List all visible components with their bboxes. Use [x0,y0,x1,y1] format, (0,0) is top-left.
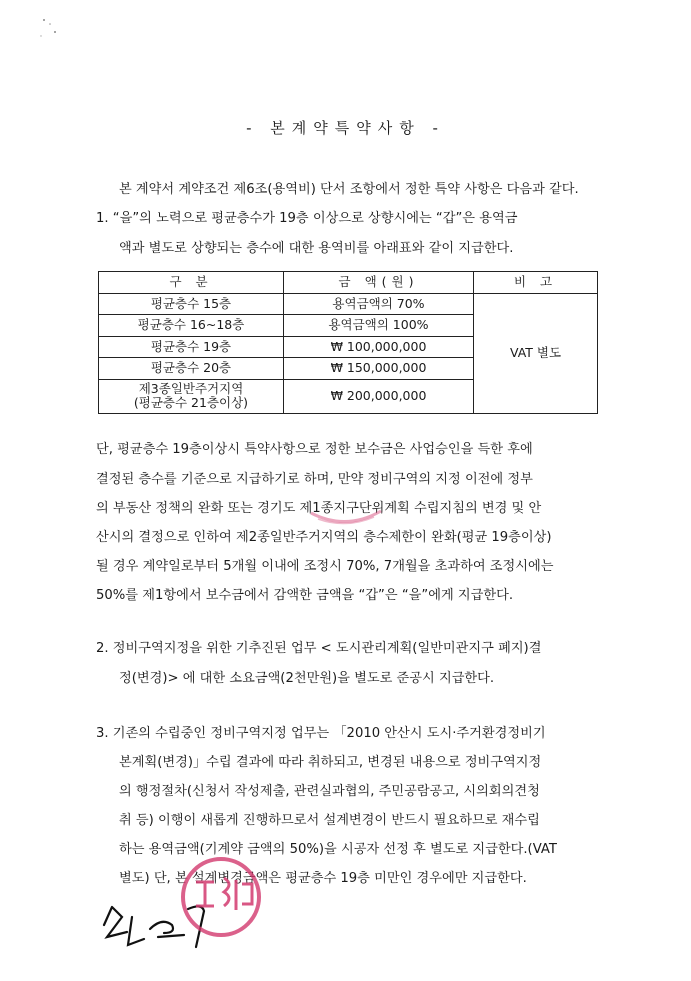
clause-1-para-line: 될 경우 계약일로부터 5개월 이내에 조정시 70%, 7개월을 초과하여 조정시에는 [96,559,554,574]
table-note: VAT 별도 [474,293,598,413]
row-category-line-1: 제3종일반주거지역 [138,381,244,396]
clause-3-line: 하는 용역금액(기계약 금액의 50%)을 시공자 선정 후 별도로 지급한다.(VAT [119,842,557,857]
scan-specks [36,14,66,44]
row-amount: ₩ 200,000,000 [284,379,474,413]
clause-3-line: 취 등) 이행이 새롭게 진행하므로서 설계변경이 반드시 필요하므로 재수립 [119,813,540,828]
row-amount: 용역금액의 70% [284,293,474,315]
clause-3-line: 3. 기존의 수립중인 정비구역지정 업무는 「2010 안산시 도시·주거환경정비기 [96,726,546,741]
clause-1-para-line: 의 부동산 정책의 완화 또는 경기도 제1종지구단위계획 수립지침의 변경 및 안 [96,501,542,516]
clause-1-para-line: 결정된 층수를 기준으로 지급하기로 하며, 만약 정비구역의 지정 이전에 정부 [96,472,533,487]
row-amount: 용역금액의 100% [284,315,474,337]
clause-2-line: 2. 정비구역지정을 위한 기추진된 업무 < 도시관리계획(일반미관지구 폐지)결 [96,641,542,656]
clause-2-line: 정(변경)> 에 대한 소요금액(2천만원)을 별도로 준공시 지급한다. [119,671,495,686]
page-title: - 본계약특약사항 - [246,119,445,137]
clause-3-line: 의 행정절차(신청서 작성제출, 관련실과협의, 주민공람공고, 시의회의견청 [119,784,540,799]
clause-1-para-line: 50%를 제1항에서 보수금에서 감액한 금액을 “갑”은 “을”에게 지급한다. [96,588,514,603]
red-seal-stamp [176,854,266,940]
header-category: 구 분 [99,272,284,294]
clause-3-line: 별도) 단, 본 설계변경금액은 평균층수 19층 미만인 경우에만 지급한다. [119,871,527,886]
table-header-row [99,272,598,294]
partial-seal-mark [306,491,386,531]
fee-table [98,271,598,414]
row-category: 평균층수 15층 [99,293,284,315]
clause-1-para-line: 산시의 결정으로 인하여 제2종일반주거지역의 층수제한이 완화(평균 19층이상) [96,530,552,545]
clause-1-line-1: 1. “을”의 노력으로 평균층수가 19층 이상으로 상향시에는 “갑”은 용역금 [96,211,518,226]
header-note: 비 고 [474,272,598,294]
row-category: 평균층수 16~18층 [99,315,284,337]
row-category [99,379,284,413]
row-amount: ₩ 150,000,000 [284,358,474,380]
intro-text: 본 계약서 계약조건 제6조(용역비) 단서 조항에서 정한 특약 사항은 다음과 같다. [119,182,579,197]
clause-1-para-line: 단, 평균층수 19층이상시 특약사항으로 정한 보수금은 사업승인을 득한 후에 [96,442,533,457]
clause-1-line-2: 액과 별도로 상향되는 층수에 대한 용역비를 아래표와 같이 지급한다. [119,241,514,256]
header-amount: 금 액(원) [284,272,474,294]
row-category: 평균층수 20층 [99,358,284,380]
table-row [99,293,598,315]
clause-3-line: 본계획(변경)」수립 결과에 따라 취하되고, 변경된 내용으로 정비구역지정 [119,755,542,770]
row-amount: ₩ 100,000,000 [284,336,474,358]
row-category: 평균층수 19층 [99,336,284,358]
row-category-line-2: (평균층수 21층이상) [133,395,249,410]
